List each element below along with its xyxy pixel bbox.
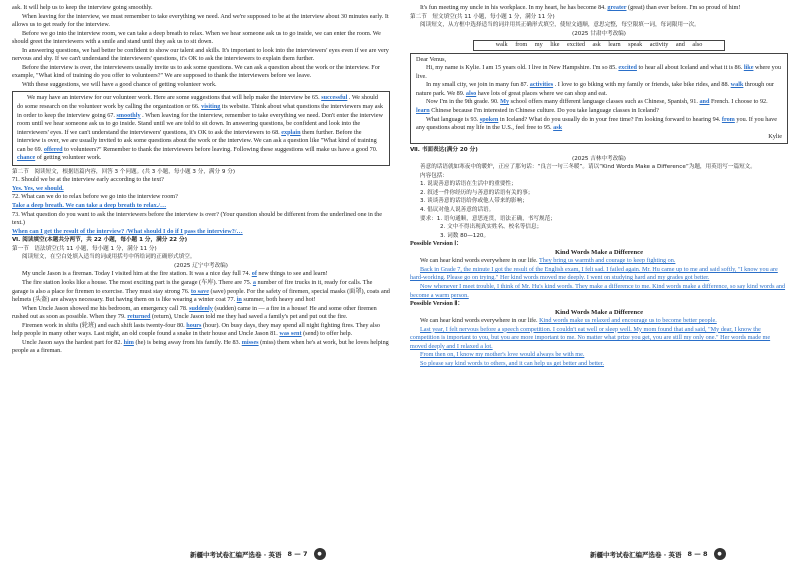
answer-83: misses: [241, 338, 259, 346]
answer-69: offered: [43, 145, 63, 153]
summary-segment: of getting volunteer work.: [36, 154, 102, 162]
letter-paragraph: [416, 116, 782, 133]
answer-72: Take a deep breath. We can take a deep breath to relax./…: [12, 202, 167, 210]
answer-77: in: [236, 296, 242, 304]
summary-segment: We may have an interview for our volunteer work. Here are some suggestions that will help make the interview be 65.: [27, 94, 320, 102]
cloze-segment: (return), Uncle Jason told me they had saved a family's pet and put out the fire.: [152, 313, 348, 321]
answer-85: excited: [618, 64, 637, 72]
instruction: 阅读短文，在空白处填入适当的词或用括号中所给词的正确形式填空。: [22, 254, 196, 261]
passage-paragraph: Before the interview is over, the interviewers usually invite us to ask some questions. We can ask a question about the work or the interview. For example, "What kind of training do you offer to volunteers?" We are supposed to thank the interviewers before we leave.: [12, 63, 380, 80]
summary-segment: . We should do some research on the volunteer work by calling the organization or 66.: [17, 94, 378, 111]
passage-paragraph: With these suggestions, we will have a good chance of getting volunteer work.: [22, 80, 217, 88]
writing-requirement: 1. 说说善意的话语在生活中的重要性；: [420, 181, 517, 188]
essay-paragraph: [410, 257, 788, 266]
answer-70: chance: [17, 154, 36, 162]
cloze-segment: (great) than ever before. I'm so proud of him!: [628, 4, 741, 11]
cloze-paragraph: [12, 305, 390, 322]
part-title: Ⅵ. 阅读填空(本题共分两节，共 22 小题，每小题 1 分，满分 22 分): [12, 237, 188, 244]
cloze-paragraph: [12, 270, 390, 279]
answer-86: like: [743, 64, 754, 72]
cloze-segment: number of fire trucks in it, ready for calls. The garage is also a place for firemen to exercise. They must stay strong 76.: [12, 278, 373, 295]
answer-76: to save: [190, 287, 209, 295]
answer-92: learn: [416, 107, 430, 115]
essay-paragraph: Last year, I felt nervous before a speech competition. I couldn't eat well or sleep well. My mom found that and said, "My dear, I know the competition is important to you, but you are more important to me. No matter what prize you get, you are still my only one." Her words made me moved deeply and I relaxed a lot.: [410, 325, 771, 350]
cloze-segment: (hour). On busy days, they may spend all night fighting fires. They also help people in many other ways. Last night, an old couple found a snake in their house and Uncle Jason 81.: [12, 321, 381, 338]
essay-segment: We can hear kind words everywhere in our life.: [420, 317, 538, 325]
letter-greeting: Dear Venus,: [416, 55, 447, 63]
passage-paragraph: In answering questions, we had better be confident to show our talent and skills. It's important to look into the interviewers' eyes even if we are very nervous and shy. If we can't understand the interviewers' questions, it's OK to ask the interviewers to explain them further.: [12, 46, 389, 63]
letter-paragraph: [416, 98, 782, 115]
left-footer: [190, 548, 326, 560]
answer-87: activities: [529, 81, 554, 89]
letter-paragraph: [416, 64, 782, 81]
summary-segment: its website. Think about what questions the interviewers may ask in order to keep the interview going 67.: [17, 103, 383, 119]
answer-90: My: [500, 98, 510, 106]
page-number: 8 — 7: [287, 550, 308, 558]
essay-title: Kind Words Make a Difference: [554, 308, 644, 316]
writing-requirement: 内容包括：: [420, 172, 448, 179]
letter-segment: Now I'm in the 9th grade. 90.: [426, 98, 499, 106]
summary-box: [12, 91, 390, 165]
letter-segment: Hi, my name is Kylie. I am 15 years old. I live in New Hampshire. I'm so 85.: [426, 64, 617, 72]
publisher-logo-icon: ●: [314, 548, 326, 560]
instruction: 阅读短文，从方框中选择适当的词并用其正确形式填空，使短文通顺，意思完整，每空限填一词，每词限用一次。: [420, 22, 700, 29]
cloze-segment: (save) people. For the safety of firemen, special masks (面罩), coats and helmets (头盔) are always necessary. But having them on is like wearing a winter coat 77.: [12, 287, 390, 304]
answer-68: explain: [281, 128, 301, 136]
right-column: [410, 4, 788, 368]
writing-requirement: 4. 倡议对他人说善意的话语。: [420, 207, 495, 214]
letter-segment: What language is 93.: [426, 115, 479, 123]
cloze-segment: It's fun meeting my uncle in his workplace. In my heart, he has become 84.: [420, 4, 606, 11]
essay-paragraph: [410, 317, 788, 326]
version-label: Possible Version Ⅱ：: [410, 300, 464, 308]
answer-74: of: [251, 270, 257, 278]
page-number: 8 — 8: [687, 550, 708, 558]
essay-paragraph: So please say kind words to others, and it can help us get better and better.: [420, 359, 605, 367]
essay-title: Kind Words Make a Difference: [554, 248, 644, 256]
letter-segment: have lots of great places where we can shop and eat.: [477, 89, 608, 97]
answer-71: Yes. Yes, we should.: [12, 184, 64, 192]
cloze-paragraph: [12, 339, 390, 356]
word-bank: walk from my like excited ask learn speak activity and also: [473, 40, 725, 51]
right-footer: [590, 548, 726, 560]
source-note: (2025 辽宁中考改编): [174, 262, 228, 269]
section-title: 第二节 阅读短文，根据语篇内容，回答 3 个问题。(共 3 小题，每小题 3 分，满分 9 分): [12, 168, 236, 175]
letter-segment: through our nature park. We 89.: [416, 81, 774, 97]
footer-title: 新疆中考试卷汇编严选卷 · 英语: [590, 550, 682, 559]
essay-highlight: They bring us warmth and courage to keep fighting on.: [538, 257, 676, 265]
summary-text: [17, 94, 385, 162]
left-column: [12, 4, 390, 356]
cloze-segment: (sudden) came in — a fire in a house! He and some other firemen rushed out as soon as possible. When they 79.: [12, 304, 377, 321]
essay-paragraph: Back in Grade 7, the minute I got the result of the English exam, I felt sad. I failed again. Mr. Hu came up to me and said softly, "I know you are hard-working. Please go on trying." Her kind words moved me deeply. I went on studying hard and my grades got better.: [410, 265, 778, 282]
section-title: 第二节 短文填空(共 11 小题，每小题 1 分，满分 11 分): [410, 13, 555, 20]
letter-signature: Kylie: [768, 132, 782, 140]
version-label: Possible Version Ⅰ：: [410, 240, 463, 248]
answer-80: hours: [186, 321, 202, 329]
answer-79: returned: [127, 313, 151, 321]
letter-segment: you. If you have any questions about my life in the U.S., feel free to 95.: [416, 115, 777, 132]
part-title: Ⅶ. 书面表达(满分 20 分): [410, 147, 478, 154]
footer-title: 新疆中考试卷汇编严选卷 · 英语: [190, 550, 282, 559]
essay-highlight: Kind words make us relaxed and encourage us to become better people.: [539, 317, 717, 325]
cloze-paragraph: [12, 322, 390, 339]
cloze-segment: new things to see and learn!: [258, 270, 328, 278]
writing-requirement: 2. 叙述一件你经历的与善意的话语有关的事；: [420, 189, 534, 196]
answer-65: successful: [321, 94, 348, 102]
source-note: (2025 甘肃中考改编): [572, 30, 626, 37]
letter-segment: school offers many different language classes such as Chinese, Spanish, 91.: [510, 98, 698, 106]
cloze-segment: (he) is being away from his family. He 83.: [135, 338, 241, 346]
essay-paragraph: Now whenever I meet trouble, I think of Mr. Hu's kind words. They make a difference to me. Kind words make a difference, so say kind words and become a warm person.: [410, 282, 786, 299]
letter-segment: In my small city, we join in many fun 87.: [426, 81, 529, 89]
summary-segment: . When leaving for the interview, remember to take everything we need. Don't enter the interview room until we hear someone ask us to go inside. Stand until we are told to sit down. In answering questions, be confident and look into the interviewers' eyes. If we can't understand the interviewers' questions, it's OK to ask the interviewers to 68.: [17, 111, 383, 136]
cloze-segment: When Uncle Jason showed me his bedroom, an emergency call 78.: [22, 304, 188, 312]
publisher-logo-icon: ●: [714, 548, 726, 560]
passage-paragraph: When leaving for the interview, we must remember to take everything we need. And we're supposed to be at the interview about 30 minutes early. It allows us to get ready for the interview.: [12, 12, 389, 29]
essay-segment: We can hear kind words everywhere in our life.: [420, 257, 538, 265]
letter-segment: where you live.: [416, 64, 781, 80]
cloze-segment: (miss) them when he's at work, but he loves helping people as a fireman.: [12, 338, 389, 355]
writing-requirement: 要求：1. 语句通顺，意思连贯，语法正确，书写规范；: [420, 215, 556, 222]
passage-paragraph: ask. It will help us to keep the interview going smoothly.: [12, 4, 153, 11]
answer-89: also: [465, 89, 477, 97]
cloze-segment: Firemen work in shifts (轮班) and each shift lasts twenty-four 80.: [22, 321, 185, 329]
answer-93: spoken: [479, 115, 499, 123]
cloze-segment: The fire station looks like a house. The most exciting part is the garage (车库). There are 75.: [22, 278, 252, 286]
question-73: 73. What question do you want to ask the interviewers before the interview is over? (Your question should be different from the underlined one in the text.): [12, 210, 382, 227]
cloze-segment: Uncle Jason says the hardest part for 82.: [22, 338, 123, 346]
letter-paragraph: [416, 81, 782, 98]
answer-81: was sent: [279, 330, 302, 338]
answer-73: When can I get the result of the interview? /What should I do if I pass the interview?/…: [12, 227, 243, 235]
cloze-paragraph: [12, 279, 390, 305]
letter-segment: in Iceland? What do you usually do in your free time? I'm looking forward to hearing 94.: [499, 115, 721, 123]
answer-78: suddenly: [189, 304, 213, 312]
answer-94: from: [721, 115, 735, 123]
answer-82: him: [123, 338, 134, 346]
writing-requirement: 3. 谈谈善意的话语给你或他人带来的影响；: [420, 198, 528, 205]
question-71: 71. Should we be at the interview early according to the text?: [12, 176, 164, 184]
source-note: (2025 吉林中考改编): [572, 155, 626, 162]
question-72: 72. What can we do to relax before we go into the interview room?: [12, 193, 178, 201]
letter-box: [410, 53, 788, 144]
answer-66: visiting: [201, 103, 221, 111]
summary-segment: them further. Before the interview is over, we are usually invited to ask some questions about the work or the interview. We can ask a question like "What kind of training can be 69.: [17, 128, 377, 153]
letter-segment: . I love to go biking with my family or friends, take bike rides, and 88.: [554, 81, 730, 89]
cloze-segment: summer, both heavy and hot!: [243, 296, 316, 304]
answer-91: and: [699, 98, 710, 106]
summary-segment: to volunteers?" Remember to thank the interviewers before leaving. Following these suggestions will make us have a good 70.: [64, 145, 378, 153]
answer-75: a: [252, 278, 256, 286]
cloze-segment: (send) to offer help.: [303, 330, 353, 338]
answer-67: smoothly: [116, 111, 141, 119]
letter-segment: Chinese because I'm interested in Chinese culture. Do you take language classes in Iceland?: [431, 107, 659, 115]
cloze-segment: My uncle Jason is a fireman. Today I visited him at the fire station. It was a nice day full 74.: [22, 270, 251, 278]
essay-paragraph: From then on, I know my mother's love would always be with me.: [420, 351, 585, 359]
answer-95: ask: [553, 124, 563, 132]
writing-requirement: 2. 文中不得出现真实姓名、校名等信息；: [440, 224, 543, 231]
cloze-paragraph: [410, 4, 788, 13]
passage-paragraph: Before we go into the interview room, we can take a deep breath to relax. When we hear someone ask us to go inside, we can enter the room. We should greet the interviewers with a smile and stand until they ask us to sit down.: [12, 29, 381, 46]
writing-requirement: 3. 词数 80—120。: [440, 232, 490, 239]
letter-segment: to hear all about Iceland and what it is 86.: [638, 64, 743, 72]
letter-segment: French. I choose to 92.: [710, 98, 768, 106]
answer-88: walk: [730, 81, 744, 89]
writing-prompt: 善意的话语就如寒夜中的暖炉，正应了那句话：“良言一句三冬暖”。请以“Kind Words Make a Difference”为题，用英语写一篇短文。: [420, 164, 756, 171]
answer-84: greater: [607, 4, 627, 11]
section-title: 第一节 语法填空(共 11 小题，每小题 1 分，满分 11 分): [12, 245, 157, 252]
